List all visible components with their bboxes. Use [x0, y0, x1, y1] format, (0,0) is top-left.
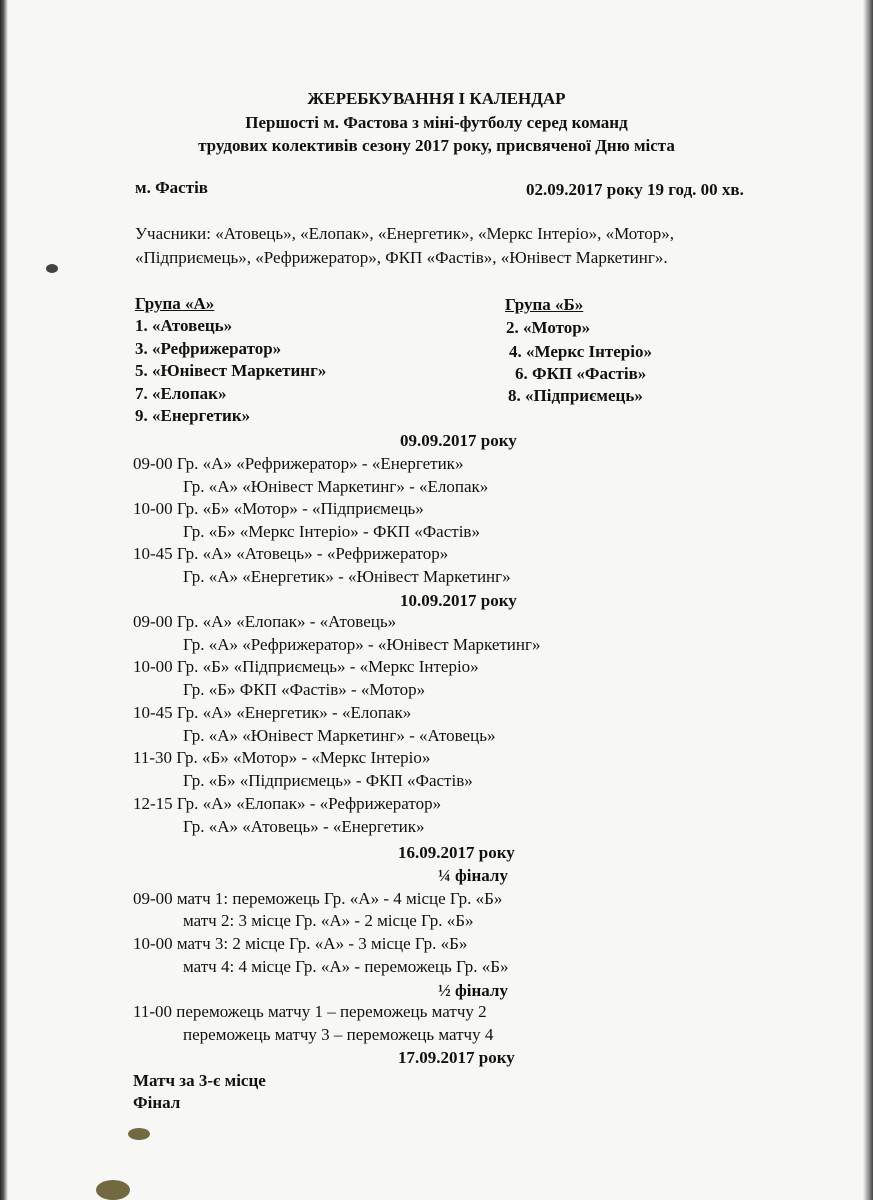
ink-blot — [46, 264, 58, 273]
document-subtitle: трудових колективів сезону 2017 року, присвяченої Дню міста — [198, 136, 675, 155]
participants: «Підприємець», «Рефрижератор», ФКП «Фастів», «Юнівест Маркетинг». — [135, 248, 668, 267]
match-line: Фінал — [133, 1093, 181, 1112]
match-line: Гр. «А» «Юнівест Маркетинг» - «Елопак» — [183, 477, 489, 496]
match-line: матч 4: 4 місце Гр. «А» - переможець Гр. «Б» — [183, 957, 509, 976]
ink-blot — [96, 1180, 130, 1200]
match-date: 10.09.2017 року — [400, 591, 517, 610]
participants: Учасники: «Атовець», «Елопак», «Енергетик», «Меркс Інтеріо», «Мотор», — [135, 224, 674, 243]
document-title: ЖЕРЕБКУВАННЯ І КАЛЕНДАР — [307, 89, 566, 108]
match-line: 11-00 переможець матчу 1 – переможець матчу 2 — [133, 1002, 487, 1021]
match-line: 10-00 Гр. «Б» «Підприємець» - «Меркс Інтеріо» — [133, 657, 479, 676]
scan-edge — [863, 0, 873, 1200]
match-line: 11-30 Гр. «Б» «Мотор» - «Меркс Інтеріо» — [133, 748, 431, 767]
match-line: 10-00 матч 3: 2 місце Гр. «А» - 3 місце Гр. «Б» — [133, 934, 468, 953]
group-a-team: 1. «Атовець» — [135, 316, 233, 335]
match-line: Гр. «Б» ФКП «Фастів» - «Мотор» — [183, 680, 426, 699]
match-line: Гр. «А» «Рефрижератор» - «Юнівест Маркетинг» — [183, 635, 541, 654]
match-date: 09.09.2017 року — [400, 431, 517, 450]
match-line: Гр. «Б» «Меркс Інтеріо» - ФКП «Фастів» — [183, 522, 480, 541]
match-line: Гр. «А» «Енергетик» - «Юнівест Маркетинг» — [183, 567, 511, 586]
document-subtitle: Першості м. Фастова з міні-футболу серед команд — [245, 113, 628, 132]
ink-blot — [128, 1128, 150, 1140]
group-b-team: 2. «Мотор» — [506, 318, 591, 337]
group-a-team: 5. «Юнівест Маркетинг» — [135, 361, 327, 380]
match-line: 09-00 Гр. «А» «Рефрижератор» - «Енергетик» — [133, 454, 464, 473]
place: м. Фастів — [135, 178, 208, 197]
semi-final-title: ½ фіналу — [438, 981, 508, 1000]
match-line: Матч за 3-є місце — [133, 1071, 266, 1090]
group-a-team: 7. «Елопак» — [135, 384, 227, 403]
group-a-title: Група «А» — [135, 294, 215, 313]
group-b-team: 8. «Підприємець» — [508, 386, 643, 405]
scan-edge — [0, 0, 8, 1200]
match-line: Гр. «А» «Атовець» - «Енергетик» — [183, 817, 425, 836]
quarter-final-title: ¼ фіналу — [438, 866, 508, 885]
match-line: матч 2: 3 місце Гр. «А» - 2 місце Гр. «Б» — [183, 911, 474, 930]
group-b-team: 4. «Меркс Інтеріо» — [509, 342, 652, 361]
match-date: 17.09.2017 року — [398, 1048, 515, 1067]
match-line: Гр. «А» «Юнівест Маркетинг» - «Атовець» — [183, 726, 496, 745]
match-line: переможець матчу 3 – переможець матчу 4 — [183, 1025, 494, 1044]
match-line: 09-00 матч 1: переможець Гр. «А» - 4 місце Гр. «Б» — [133, 889, 503, 908]
match-line: 10-45 Гр. «А» «Енергетик» - «Елопак» — [133, 703, 412, 722]
match-line: Гр. «Б» «Підприємець» - ФКП «Фастів» — [183, 771, 473, 790]
group-a-team: 9. «Енергетик» — [135, 406, 251, 425]
match-line: 12-15 Гр. «А» «Елопак» - «Рефрижератор» — [133, 794, 442, 813]
group-a-team: 3. «Рефрижератор» — [135, 339, 282, 358]
match-line: 10-00 Гр. «Б» «Мотор» - «Підприємець» — [133, 499, 424, 518]
draw-datetime: 02.09.2017 року 19 год. 00 хв. — [526, 180, 744, 199]
group-b-title: Група «Б» — [505, 295, 584, 314]
match-line: 10-45 Гр. «А» «Атовець» - «Рефрижератор» — [133, 544, 449, 563]
match-line: 09-00 Гр. «А» «Елопак» - «Атовець» — [133, 612, 397, 631]
match-date: 16.09.2017 року — [398, 843, 515, 862]
group-b-team: 6. ФКП «Фастів» — [515, 364, 647, 383]
